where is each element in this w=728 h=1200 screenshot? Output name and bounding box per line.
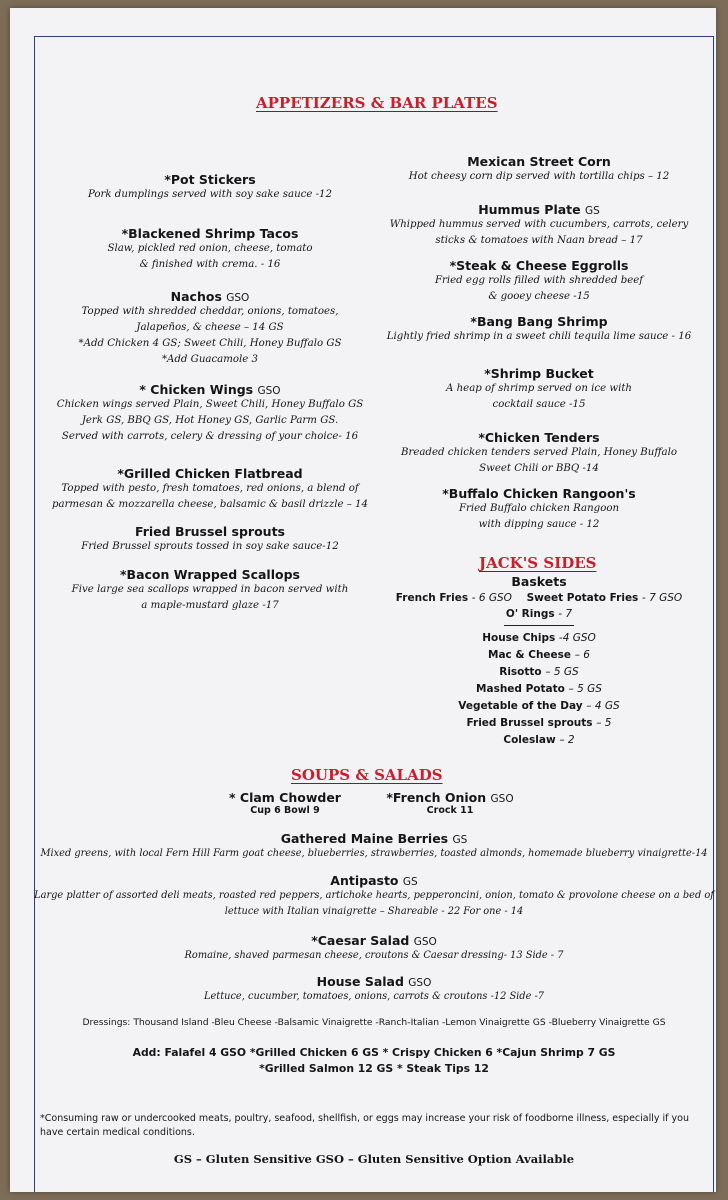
- baskets-row: [374, 592, 704, 604]
- item-desc: A heap of shrimp served on ice with cocktail sauce -15: [446, 383, 632, 410]
- item-desc: Large platter of assorted deli meats, roasted red peppers, artichoke hearts, pepperoncini, onion, tomato & provolone cheese on a bed of lettuce with Italian vinaigrette – Shareable - 22 For one - 14: [34, 890, 714, 917]
- item-name: Antipasto: [330, 873, 399, 888]
- item-name: * Clam Chowder: [229, 790, 341, 805]
- menu-item-shrimp-bucket: [374, 366, 704, 413]
- item-desc: Chicken wings served Plain, Sweet Chili, Honey Buffalo GS Jerk GS, BBQ GS, Hot Honey GS, Garlic Parm GS. Served with carrots, celery & dressing of your choice- 16: [56, 399, 364, 442]
- item-name: *Caesar Salad: [311, 933, 410, 948]
- item-name: *Blackened Shrimp Tacos: [121, 226, 299, 241]
- gluten-legend: GS – Gluten Sensitive GSO – Gluten Sensitive Option Available: [173, 1152, 575, 1166]
- item-tag: GS: [402, 876, 418, 888]
- menu-item-hummus: [374, 202, 704, 249]
- menu-item-shrimp-tacos: [50, 226, 370, 273]
- sides-divider: [504, 625, 574, 626]
- side-price: -4 GSO: [558, 632, 596, 644]
- item-desc: Romaine, shaved parmesan cheese, croutons & Caesar dressing- 13 Side - 7: [184, 950, 564, 961]
- menu-item-street-corn: [374, 154, 704, 185]
- baskets-label: Baskets: [511, 574, 567, 589]
- item-tag: GSO: [413, 936, 437, 948]
- menu-item-rangoons: [374, 486, 704, 533]
- side-price: – 5 GS: [568, 683, 602, 695]
- item-name: Gathered Maine Berries: [280, 831, 449, 846]
- soups-title: SOUPS & SALADS: [291, 766, 443, 784]
- menu-page: [10, 8, 716, 1192]
- item-name: *Steak & Cheese Eggrolls: [449, 258, 629, 273]
- menu-item-house-salad: [34, 974, 714, 1005]
- side-item: [374, 649, 704, 661]
- menu-item-antipasto: [34, 873, 714, 920]
- side-name: Mashed Potato: [476, 683, 565, 695]
- side-name: Vegetable of the Day: [458, 700, 583, 712]
- item-desc: Breaded chicken tenders served Plain, Honey Buffalo Sweet Chili or BBQ -14: [400, 447, 678, 474]
- item-name: *Grilled Chicken Flatbread: [117, 466, 303, 481]
- food-safety-disclaimer: *Consuming raw or undercooked meats, poultry, seafood, shellfish, or eggs may increase your risk of foodborne illness, especially if you have certain medical conditions.: [40, 1113, 689, 1138]
- item-name: *Bacon Wrapped Scallops: [120, 567, 300, 582]
- side-name: House Chips: [482, 632, 556, 644]
- item-tag: GS: [584, 205, 600, 217]
- menu-item-maine-berries: [34, 831, 714, 862]
- side-item: [374, 700, 704, 712]
- o-rings-row: [374, 608, 704, 620]
- item-name: Nachos: [170, 289, 222, 304]
- item-desc: Fried Buffalo chicken Rangoon with dipping sauce - 12: [458, 503, 620, 530]
- item-sizes: Cup 6 Bowl 9: [250, 805, 320, 816]
- item-name: Hummus Plate: [478, 202, 581, 217]
- item-desc: Mixed greens, with local Fern Hill Farm goat cheese, blueberries, strawberries, toasted almonds, homemade blueberry vinaigrette-14: [40, 848, 708, 859]
- item-desc: Topped with shredded cheddar, onions, tomatoes, Jalapeños, & cheese – 14 GS *Add Chicken 4 GS; Sweet Chili, Honey Buffalo GS *Add Guacamole 3: [78, 306, 342, 365]
- item-tag: GSO: [226, 292, 250, 304]
- side-item: [374, 734, 704, 746]
- side-name: Sweet Potato Fries: [526, 592, 639, 604]
- item-desc: Fried egg rolls filled with shredded beef & gooey cheese -15: [434, 275, 644, 302]
- item-name: *French Onion: [386, 790, 487, 805]
- side-name: Coleslaw: [503, 734, 556, 746]
- menu-item-clam-chowder: [200, 790, 370, 816]
- menu-item-pot-stickers: [50, 172, 370, 203]
- item-name: House Salad: [316, 974, 404, 989]
- menu-item-chicken-wings: [50, 382, 370, 445]
- item-name: *Buffalo Chicken Rangoon's: [442, 486, 636, 501]
- side-name: O' Rings: [505, 608, 555, 620]
- item-desc: Fried Brussel sprouts tossed in soy sake sauce-12: [81, 541, 339, 552]
- item-desc: Pork dumplings served with soy sake sauce -12: [87, 189, 333, 200]
- item-desc: Slaw, pickled red onion, cheese, tomato & finished with crema. - 16: [107, 243, 313, 270]
- menu-item-flatbread: [50, 466, 370, 513]
- side-item: [374, 683, 704, 695]
- side-price: – 2: [559, 734, 575, 746]
- item-sizes: Crock 11: [426, 805, 474, 816]
- side-price: - 6 GSO: [471, 592, 512, 604]
- add-ons-line-2: *Grilled Salmon 12 GS * Steak Tips 12: [259, 1062, 489, 1075]
- side-item: [374, 717, 704, 729]
- item-desc: Lightly fried shrimp in a sweet chili tequila lime sauce - 16: [386, 331, 692, 342]
- item-name: * Chicken Wings: [139, 382, 254, 397]
- menu-item-bang-bang-shrimp: [374, 314, 704, 345]
- item-name: Mexican Street Corn: [467, 154, 611, 169]
- item-name: Fried Brussel sprouts: [134, 524, 285, 539]
- menu-item-chicken-tenders: [374, 430, 704, 477]
- item-desc: Lettuce, cucumber, tomatoes, onions, carrots & croutons -12 Side -7: [203, 991, 545, 1002]
- item-tag: GSO: [408, 977, 432, 989]
- side-price: – 5: [596, 717, 612, 729]
- side-name: Fried Brussel sprouts: [466, 717, 593, 729]
- menu-item-french-onion: [370, 790, 530, 816]
- menu-item-nachos: [50, 289, 370, 368]
- menu-item-brussel-sprouts: [50, 524, 370, 555]
- appetizers-title: APPETIZERS & BAR PLATES: [256, 94, 498, 112]
- side-name: Mac & Cheese: [488, 649, 572, 661]
- item-name: *Pot Stickers: [164, 172, 256, 187]
- side-price: - 7: [558, 608, 573, 620]
- item-name: *Bang Bang Shrimp: [470, 314, 608, 329]
- side-price: - 7 GSO: [641, 592, 683, 604]
- menu-item-caesar: [34, 933, 714, 964]
- side-name: Risotto: [499, 666, 542, 678]
- item-tag: GSO: [490, 793, 514, 805]
- side-price: – 5 GS: [545, 666, 579, 678]
- sides-title: JACK'S SIDES: [479, 554, 597, 572]
- side-price: – 4 GS: [586, 700, 620, 712]
- menu-item-eggrolls: [374, 258, 704, 305]
- item-desc: Whipped hummus served with cucumbers, carrots, celery sticks & tomatoes with Naan bread – 17: [389, 219, 689, 246]
- item-desc: Topped with pesto, fresh tomatoes, red onions, a blend of parmesan & mozzarella cheese, balsamic & basil drizzle – 14: [51, 483, 369, 510]
- side-item: [374, 632, 704, 644]
- side-item: [374, 666, 704, 678]
- add-ons-line-1: Add: Falafel 4 GSO *Grilled Chicken 6 GS * Crispy Chicken 6 *Cajun Shrimp 7 GS: [132, 1046, 616, 1059]
- side-price: – 6: [574, 649, 590, 661]
- item-tag: GSO: [257, 385, 281, 397]
- side-name: French Fries: [395, 592, 469, 604]
- item-desc: Hot cheesy corn dip served with tortilla chips – 12: [408, 171, 670, 182]
- item-name: *Chicken Tenders: [478, 430, 600, 445]
- item-tag: GS: [452, 834, 468, 846]
- item-desc: Five large sea scallops wrapped in bacon served with a maple-mustard glaze -17: [71, 584, 349, 611]
- item-name: *Shrimp Bucket: [484, 366, 594, 381]
- menu-item-scallops: [50, 567, 370, 614]
- dressings-line: Dressings: Thousand Island -Bleu Cheese -Balsamic Vinaigrette -Ranch-Italian -Lemon Vinaigrette GS -Blueberry Vinaigrette GS: [82, 1017, 666, 1028]
